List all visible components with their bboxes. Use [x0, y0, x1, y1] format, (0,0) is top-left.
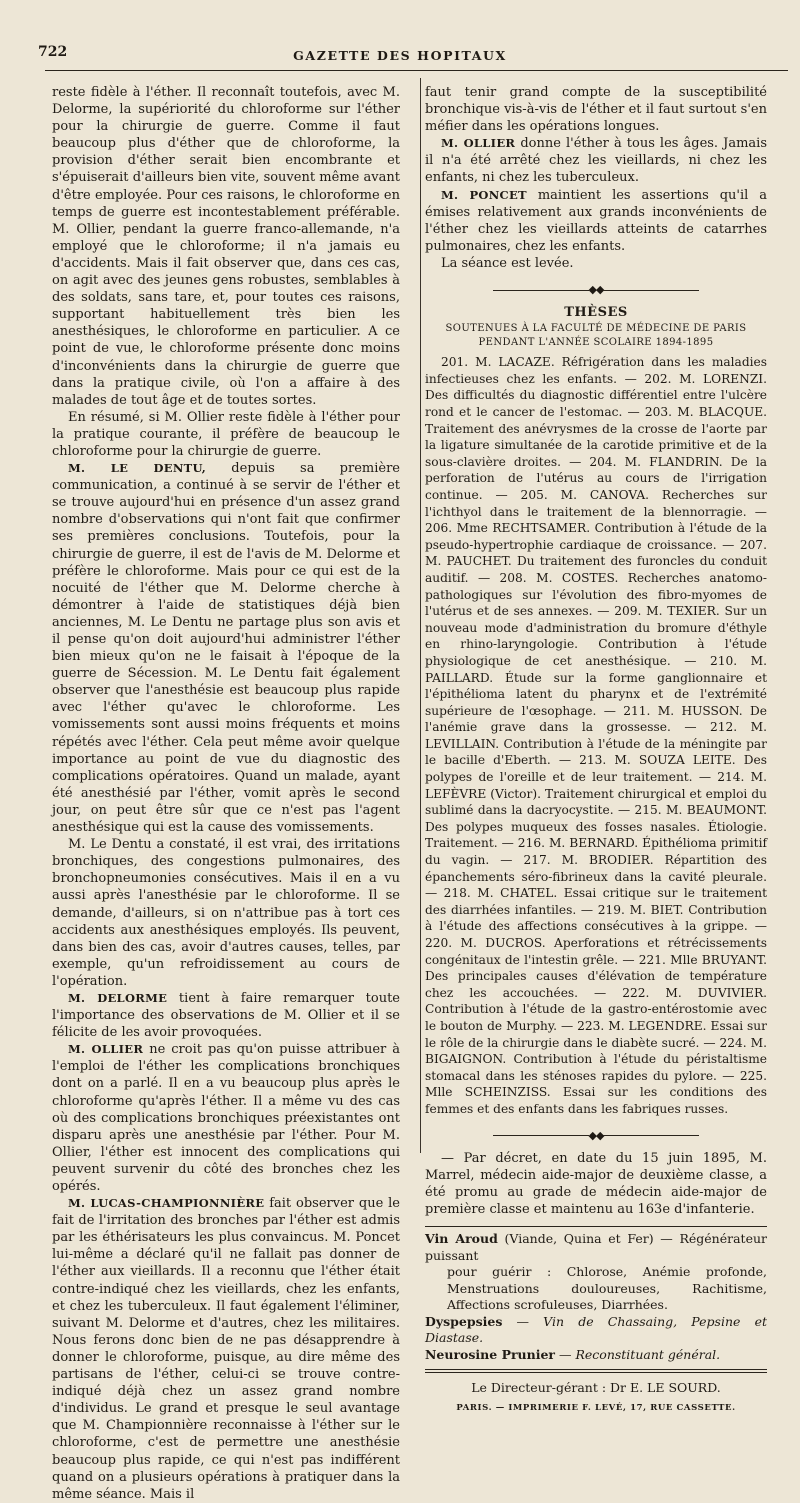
paragraph: La séance est levée. — [441, 255, 574, 271]
ad-vin-aroud-details: pour guérir : Chlorose, Anémie profonde, Menstruations douloureuses, Rachitisme, Affections scrofuleuses, Diarrhées. — [447, 1264, 767, 1312]
right-column — [425, 84, 767, 1417]
paragraph-text: depuis sa première communication, a continué à se servir de l'éther et se trouve aujourd'hui en présence d'un assez grand nombre d'observations qui n'ont fait que confirmer ses premières conclusions. Toutefois, pour la chirurgie de guerre, il est de l'avis de M. Delorme et préfère le chloroforme. Mais pour ce qui est de la nocuité de l'éther que M. Delorme cherche à démontrer à l'aide de statistiques déjà bien anciennes, M. Le Dentu ne partage plus son avis et il pense qu'on doit aujourd'hui administrer l'éther bien mieux qu'on ne le faisait à l'époque de la guerre de Sécession. M. Le Dentu fait également observer que l'anesthésie est beaucoup plus rapide avec l'éther qu'avec le chloroforme. Les vomissements sont aussi moins fréquents et moins répétés avec l'éther. Cela peut même avoir quelque importance au point de vue du diagnostic des complications opératoires. Quand un malade, ayant été anesthésié par l'éther, vomit après le second jour, on peut être sûr que ce n'est pas l'agent anesthésique qui est la cause des vomissements. — [52, 461, 400, 836]
paragraph — [425, 135, 767, 186]
divider-ornament: ◆◆ — [588, 283, 604, 297]
speaker-name: M. OLLIER — [68, 1042, 144, 1057]
paragraph: En résumé, si M. Ollier reste fidèle à l'éther pour la pratique courante, il préfère de beaucoup le chloroforme pour la chirurgie de guerre. — [52, 409, 400, 459]
speaker-name: M. LE DENTU, — [68, 461, 207, 476]
theses-subtitle-line: SOUTENUES À LA FACULTÉ DE MÉDECINE DE PARIS — [445, 323, 747, 335]
column-divider — [420, 78, 421, 1153]
paragraph-text: fait observer que le fait de l'irritation des bronches par l'éther est admis par les éthérisateurs les plus convaincus. M. Poncet lui-même a déclaré qu'il ne fallait pas donner de l'éther aux vieillards. Il a reconnu que l'éther était contre-indiqué chez les vieillards, chez les enfants, et chez les tuberculeux. Il faut également l'éliminer, suivant M. Delorme et d'autres, chez les militaires. Nous ferons donc bien de ne pas désapprendre à donner le chloroforme, puisque, au dire même des partisans de l'éther, celui-ci se trouve contre-indiqué déjà chez un assez grand nombre d'individus. Le grand et presque le seul avantage que M. Championnière reconnaisse à l'éther sur le chloroforme, c'est de permettre une anesthésie beaucoup plus rapide, ce qui n'est pas indifférent quand on a plusieurs opérations à pratiquer dans la même séance. Mais il — [52, 1196, 400, 1502]
ad-vin-aroud — [425, 1231, 767, 1264]
paragraph-text: donne l'éther à tous les âges. Jamais il n'a été arrêté chez les vieillards, ni chez les enfants, ni chez les tuberculeux. — [425, 136, 767, 186]
paragraph — [52, 1041, 400, 1195]
director-signature: Le Directeur-gérant : Dr E. LE SOURD. — [471, 1380, 721, 1395]
paragraph — [425, 187, 767, 255]
paragraph: faut tenir grand compte de la susceptibilité bronchique vis-à-vis de l'éther et il faut surtout s'en méfier dans les opérations longues. — [425, 85, 767, 135]
left-column — [52, 84, 400, 1503]
paragraph — [52, 1195, 400, 1503]
paragraph-text: tient à faire remarquer toute l'importance des observations de M. Ollier et il se félicite de les avoir provoquées. — [52, 990, 400, 1041]
paragraph: M. Le Dentu a constaté, il est vrai, des irritations bronchiques, des congestions pulmonaires, des bronchopneumonies consécutives. Mais il en a vu aussi après l'anesthésie par le chloroforme. Il se demande, d'ailleurs, si on n'attribue pas à tort ces accidents aux anesthésiques employés. Ils peuvent, dans bien des cas, avoir d'autres causes, telles, par exemple, qu'un refroidissement au cours de l'opération. — [52, 837, 400, 989]
paragraph: reste fidèle à l'éther. Il reconnaît toutefois, avec M. Delorme, la supériorité du chloroforme sur l'éther pour la chirurgie de guerre. Comme il faut beaucoup plus d'éther que de chloroforme, la provision d'éther serait bien encombrante et s'épuiserait d'ailleurs bien vite, souvent même avant d'être employée. Pour ces raisons, le chloroforme en temps de guerre est incontestablement préférable. M. Ollier, pendant la guerre franco-allemande, n'a employé que le chloroforme; il n'a jamais eu d'accidents. Mais il fait observer que, dans ces cas, on agit avec des jeunes gens robustes, semblables à des soldats, sans tare, et, pour toutes ces raisons, supportant habituellement très bien les anesthésiques, le chloroforme en particulier. A ce point de vue, le chloroforme présente donc moins d'inconvénients dans la chirurgie de guerre que dans la pratique civile, où l'on a affaire à des malades de tout âge et de toutes sortes. — [52, 85, 400, 408]
footer-rule — [425, 1369, 767, 1373]
header-rule — [45, 70, 788, 71]
theses-subtitle — [425, 322, 767, 350]
ad-text: (Viande, Quina et Fer) — Régénérateur puissant — [425, 1231, 768, 1263]
printer-line: PARIS. — IMPRIMERIE F. LEVÉ, 17, RUE CASSETTE. — [456, 1403, 736, 1414]
section-divider — [425, 281, 767, 298]
advertisements — [425, 1226, 767, 1373]
page-number: 722 — [38, 44, 68, 60]
decree-notice: — Par décret, en date du 15 juin 1895, M. Marrel, médecin aide-major de deuxième classe, a été promu au grade de médecin aide-major de première classe et maintenu au 163e d'infanterie. — [425, 1150, 767, 1217]
ad-dyspepsies — [425, 1314, 767, 1347]
paragraph — [52, 990, 400, 1041]
theses-list: 201. M. LACAZE. Réfrigération dans les maladies infectieuses chez les enfants. — 202. M. LORENZI. Des difficultés du diagnostic différentiel entre l'ulcère rond et le cancer de l'estomac. — 203. M. BLACQUE. Traitement des anévrysmes de la crosse de l'aorte par la ligature simultanée de la carotide primitive et de la sous-clavière droites. — 204. M. FLANDRIN. De la perforation de l'utérus au cours de l'irrigation continue. — 205. M. CANOVA. Recherches sur l'ichthyol dans le traitement de la blennorragie. — 206. Mme RECHTSAMER. Contribution à l'étude de la pseudo-hypertrophie cardiaque de croissance. — 207. M. PAUCHET. Du traitement des furoncles du conduit auditif. — 208. M. COSTES. Recherches anatomo-pathologiques sur l'évolution des fibro-myomes de l'utérus et de ses annexes. — 209. M. TEXIER. Sur un nouveau mode d'administration du bromure d'éthyle en rhino-laryngologie. Contribution à l'étude physiologique de cet anesthésique. — 210. M. PAILLARD. Étude sur la forme ganglionnaire et l'épithélioma latent du pharynx et de l'extrémité supérieure de l'œsophage. — 211. M. HUSSON. De l'anémie grave dans la grossesse. — 212. M. LEVILLAIN. Contribution à l'étude de la méningite par le bacille d'Eberth. — 213. M. SOUZA LEITE. Des polypes de l'oreille et de leur traitement. — 214. M. LEFÈVRE (Victor). Traitement chirurgical et emploi du sublimé dans la dacryocystite. — 215. M. BEAUMONT. Des polypes muqueux des fosses nasales. Étiologie. Traitement. — 216. M. BERNARD. Épithélioma primitif du vagin. — 217. M. BRODIER. Répartition des épanchements séro-fibrineux dans la cavité pleurale. — 218. M. CHATEL. Essai critique sur le traitement des diarrhées infantiles. — 219. M. BIET. Contribution à l'étude des affections consécutives à la grippe. — 220. M. DUCROS. Aperforations et rétrécissements congénitaux de l'intestin grêle. — 221. Mlle BRUYANT. Des principales causes d'élévation de température chez les accouchées. — 222. M. DUVIVIER. Contribution à l'étude de la gastro-entérostomie avec le bouton de Murphy. — 223. M. LEGENDRE. Essai sur le rôle de la chirurgie dans le diabète sucré. — 224. M. BIGAIGNON. Contribution à l'étude du péristaltisme stomacal dans les sténoses rapides du pylore. — 225. Mlle SCHEINZISS. Essai sur les conditions des femmes et des enfants dans les fabriques russes. — [425, 355, 767, 1116]
theses-subtitle-line: PENDANT L'ANNÉE SCOLAIRE 1894-1895 — [478, 337, 714, 349]
ad-text: — Vin de Chassaing, Pepsine et Diastase. — [425, 1313, 767, 1345]
theses-title: THÈSES — [564, 305, 628, 321]
ad-brand: Neurosine Prunier — [425, 1346, 556, 1362]
ad-neurosine — [425, 1347, 767, 1364]
section-divider — [425, 1127, 767, 1144]
speaker-name: M. LUCAS-CHAMPIONNIÈRE — [68, 1196, 265, 1211]
journal-title: GAZETTE DES HOPITAUX — [293, 48, 507, 63]
ad-text: — Reconstituant général. — [555, 1346, 721, 1362]
paragraph-text: ne croit pas qu'on puisse attribuer à l'emploi de l'éther les complications bronchiques dont on a parlé. Il en a vu beaucoup plus après le chloroforme qu'après l'éther. Il a même vu des cas où des complications bronchiques préexistantes ont disparu après une anesthésie par l'éther. Pour M. Ollier, l'éther est innocent des complications qui peuvent survenir du côté des bronches chez les opérés. — [52, 1042, 400, 1194]
speaker-name: M. PONCET — [441, 187, 527, 202]
ad-brand: Vin Aroud — [425, 1231, 498, 1246]
ad-brand: Dyspepsies — [425, 1313, 503, 1329]
speaker-name: M. OLLIER — [441, 136, 516, 151]
paragraph-text: maintient les assertions qu'il a émises relativement aux grands inconvénients de l'éther chez les vieillards atteints de catarrhes pulmonaires, chez les enfants. — [425, 187, 767, 254]
speaker-name: M. DELORME — [68, 990, 168, 1005]
divider-ornament: ◆◆ — [588, 1128, 604, 1142]
paragraph — [52, 460, 400, 836]
ad-rule — [425, 1226, 767, 1227]
